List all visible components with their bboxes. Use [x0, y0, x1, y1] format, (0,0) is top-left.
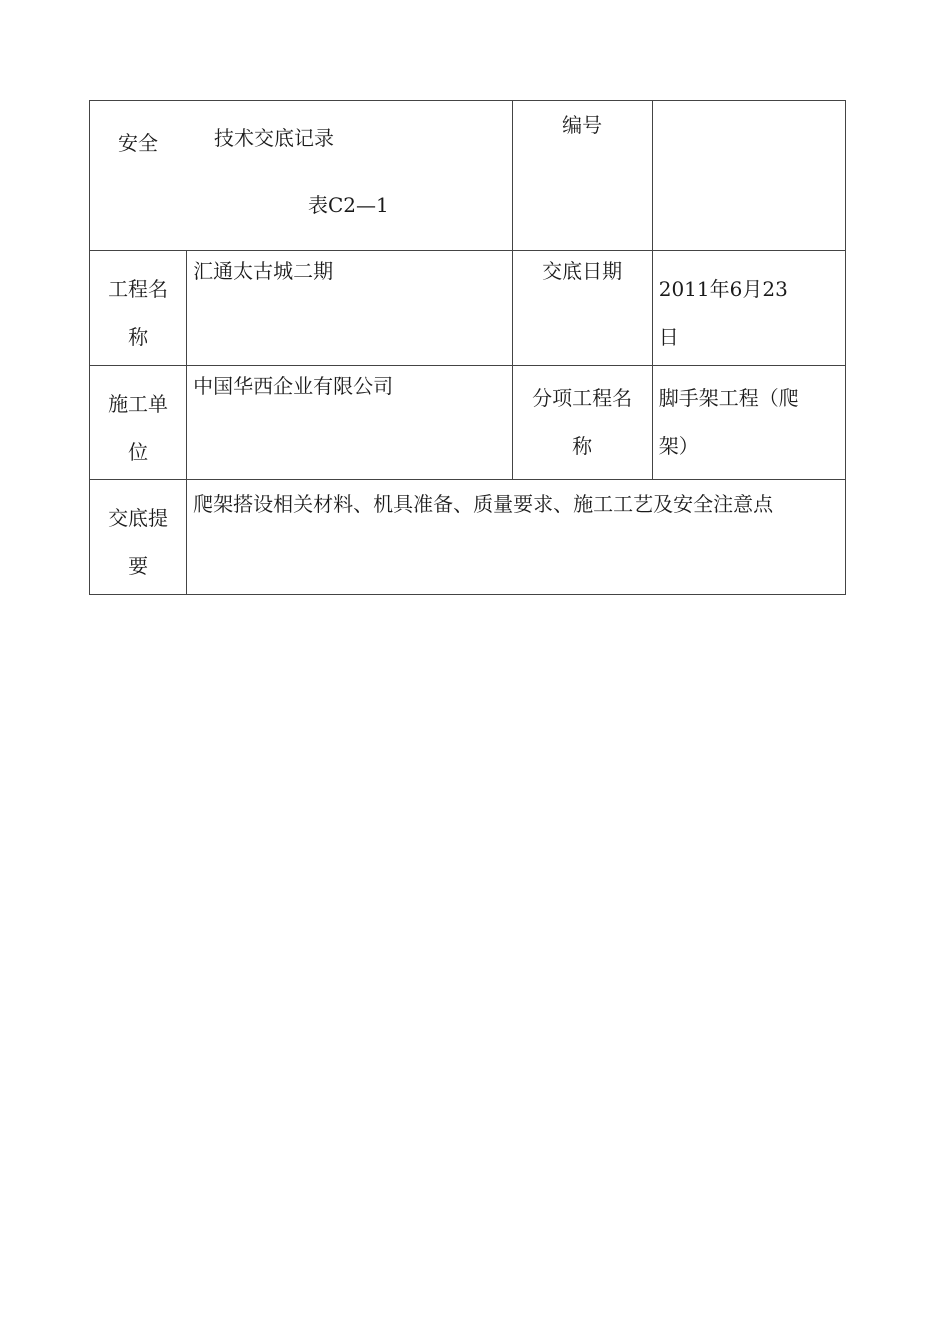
- subproject-label-line1: 分项工程名: [532, 386, 633, 410]
- summary-label: [90, 480, 187, 595]
- construction-unit-label: [90, 366, 187, 480]
- date-value: [652, 251, 845, 366]
- summary-label-line1: 交底提: [108, 506, 169, 530]
- project-name-label: [90, 251, 187, 366]
- construction-unit-value: 中国华西企业有限公司: [187, 366, 512, 480]
- project-row: [90, 251, 846, 366]
- project-name-label-line2: 称: [128, 325, 149, 349]
- date-label: 交底日期: [512, 251, 652, 366]
- unit-row: [90, 366, 846, 480]
- number-label: 编号: [512, 101, 652, 251]
- summary-label-line2: 要: [128, 554, 149, 578]
- title-cell: [90, 101, 513, 251]
- subproject-label: [512, 366, 652, 480]
- summary-row: [90, 480, 846, 595]
- subproject-value-line2: 架）: [658, 434, 699, 458]
- title-safety: 安全: [118, 131, 158, 155]
- construction-unit-label-line2: 位: [128, 440, 149, 464]
- form-code: 表C2—1: [308, 193, 389, 217]
- form-title: 技术交底记录: [214, 126, 334, 150]
- title-row: [90, 101, 846, 251]
- date-value-line1: 2011年6月23: [658, 277, 788, 301]
- technical-briefing-record-table: [89, 100, 846, 595]
- subproject-value: [652, 366, 845, 480]
- project-name-label-line1: 工程名: [108, 277, 169, 301]
- construction-unit-label-line1: 施工单: [108, 392, 169, 416]
- number-value: [652, 101, 845, 251]
- project-name-value: 汇通太古城二期: [187, 251, 512, 366]
- date-value-line2: 日: [658, 325, 679, 349]
- subproject-label-line2: 称: [572, 434, 593, 458]
- subproject-value-line1: 脚手架工程（爬: [658, 386, 799, 410]
- summary-value: 爬架搭设相关材料、机具准备、质量要求、施工工艺及安全注意点: [187, 480, 846, 595]
